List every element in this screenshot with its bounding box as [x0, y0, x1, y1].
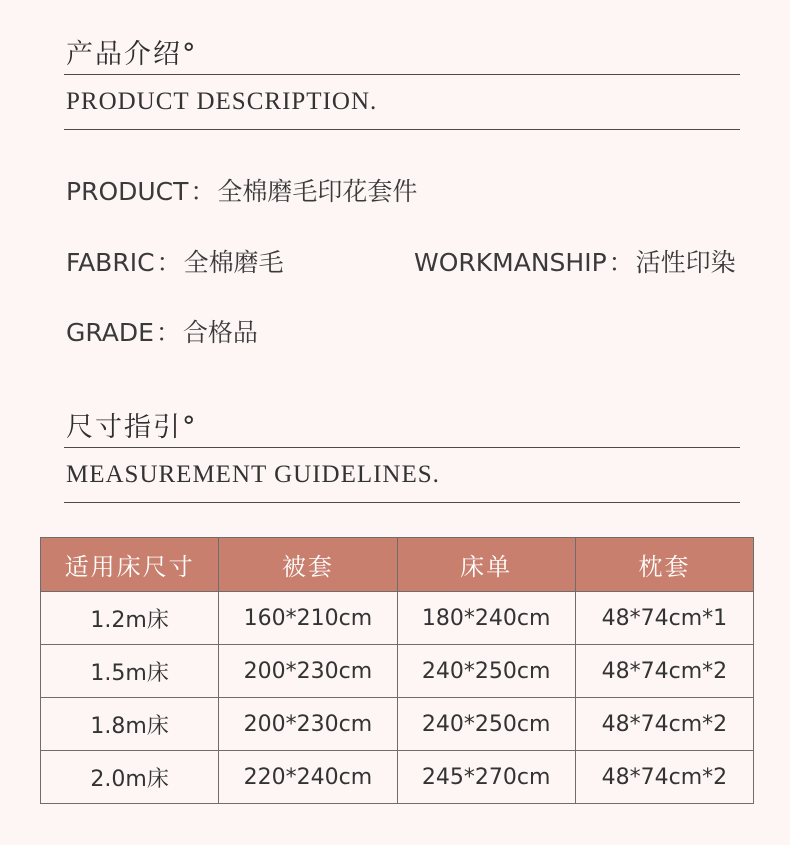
measurement-title-cn: 尺寸指引°: [66, 412, 198, 443]
cell-duvet-cover: 200*230cm: [219, 698, 397, 751]
size-table: [40, 537, 754, 804]
header-bed-sheet: 床单: [397, 538, 575, 592]
divider: [64, 129, 740, 130]
cell-duvet-cover: 220*240cm: [219, 751, 397, 804]
divider: [64, 502, 740, 503]
table-row: [41, 592, 754, 645]
cell-bed-sheet: 240*250cm: [397, 645, 575, 698]
cell-bed-size: 1.8m床: [41, 698, 219, 751]
grade-line: [66, 313, 258, 349]
description-title-en: PRODUCT DESCRIPTION.: [66, 88, 378, 115]
fabric-line: [66, 243, 284, 279]
cell-bed-size: 1.5m床: [41, 645, 219, 698]
cell-bed-size: 1.2m床: [41, 592, 219, 645]
header-duvet-cover: 被套: [219, 538, 397, 592]
grade-label: GRADE: [66, 318, 154, 347]
product-value: 全棉磨毛印花套件: [217, 177, 418, 206]
cell-pillowcase: 48*74cm*2: [575, 751, 753, 804]
cell-bed-sheet: 180*240cm: [397, 592, 575, 645]
table-row: [41, 645, 754, 698]
cell-pillowcase: 48*74cm*2: [575, 698, 753, 751]
fabric-label: FABRIC: [66, 248, 155, 277]
cell-pillowcase: 48*74cm*2: [575, 645, 753, 698]
header-pillowcase: 枕套: [575, 538, 753, 592]
cell-pillowcase: 48*74cm*1: [575, 592, 753, 645]
table-row: [41, 751, 754, 804]
description-title-cn: 产品介绍°: [66, 39, 198, 70]
cell-duvet-cover: 200*230cm: [219, 645, 397, 698]
table-row: [41, 698, 754, 751]
grade-value: 合格品: [182, 318, 258, 347]
workmanship-value: 活性印染: [635, 248, 736, 277]
label-separator: ：: [190, 177, 216, 206]
fabric-value: 全棉磨毛: [183, 248, 284, 277]
cell-bed-size: 2.0m床: [41, 751, 219, 804]
measurement-title-en: MEASUREMENT GUIDELINES.: [66, 461, 440, 488]
cell-duvet-cover: 160*210cm: [219, 592, 397, 645]
label-separator: ：: [608, 248, 634, 277]
divider: [64, 74, 740, 75]
header-bed-size: 适用床尺寸: [41, 538, 219, 592]
workmanship-line: [414, 243, 736, 279]
product-line: [66, 172, 417, 208]
product-label: PRODUCT: [66, 177, 189, 206]
label-separator: ：: [156, 248, 182, 277]
label-separator: ：: [155, 318, 181, 347]
table-header-row: [41, 538, 754, 592]
cell-bed-sheet: 240*250cm: [397, 698, 575, 751]
cell-bed-sheet: 245*270cm: [397, 751, 575, 804]
workmanship-label: WORKMANSHIP: [414, 248, 607, 277]
divider: [64, 447, 740, 448]
